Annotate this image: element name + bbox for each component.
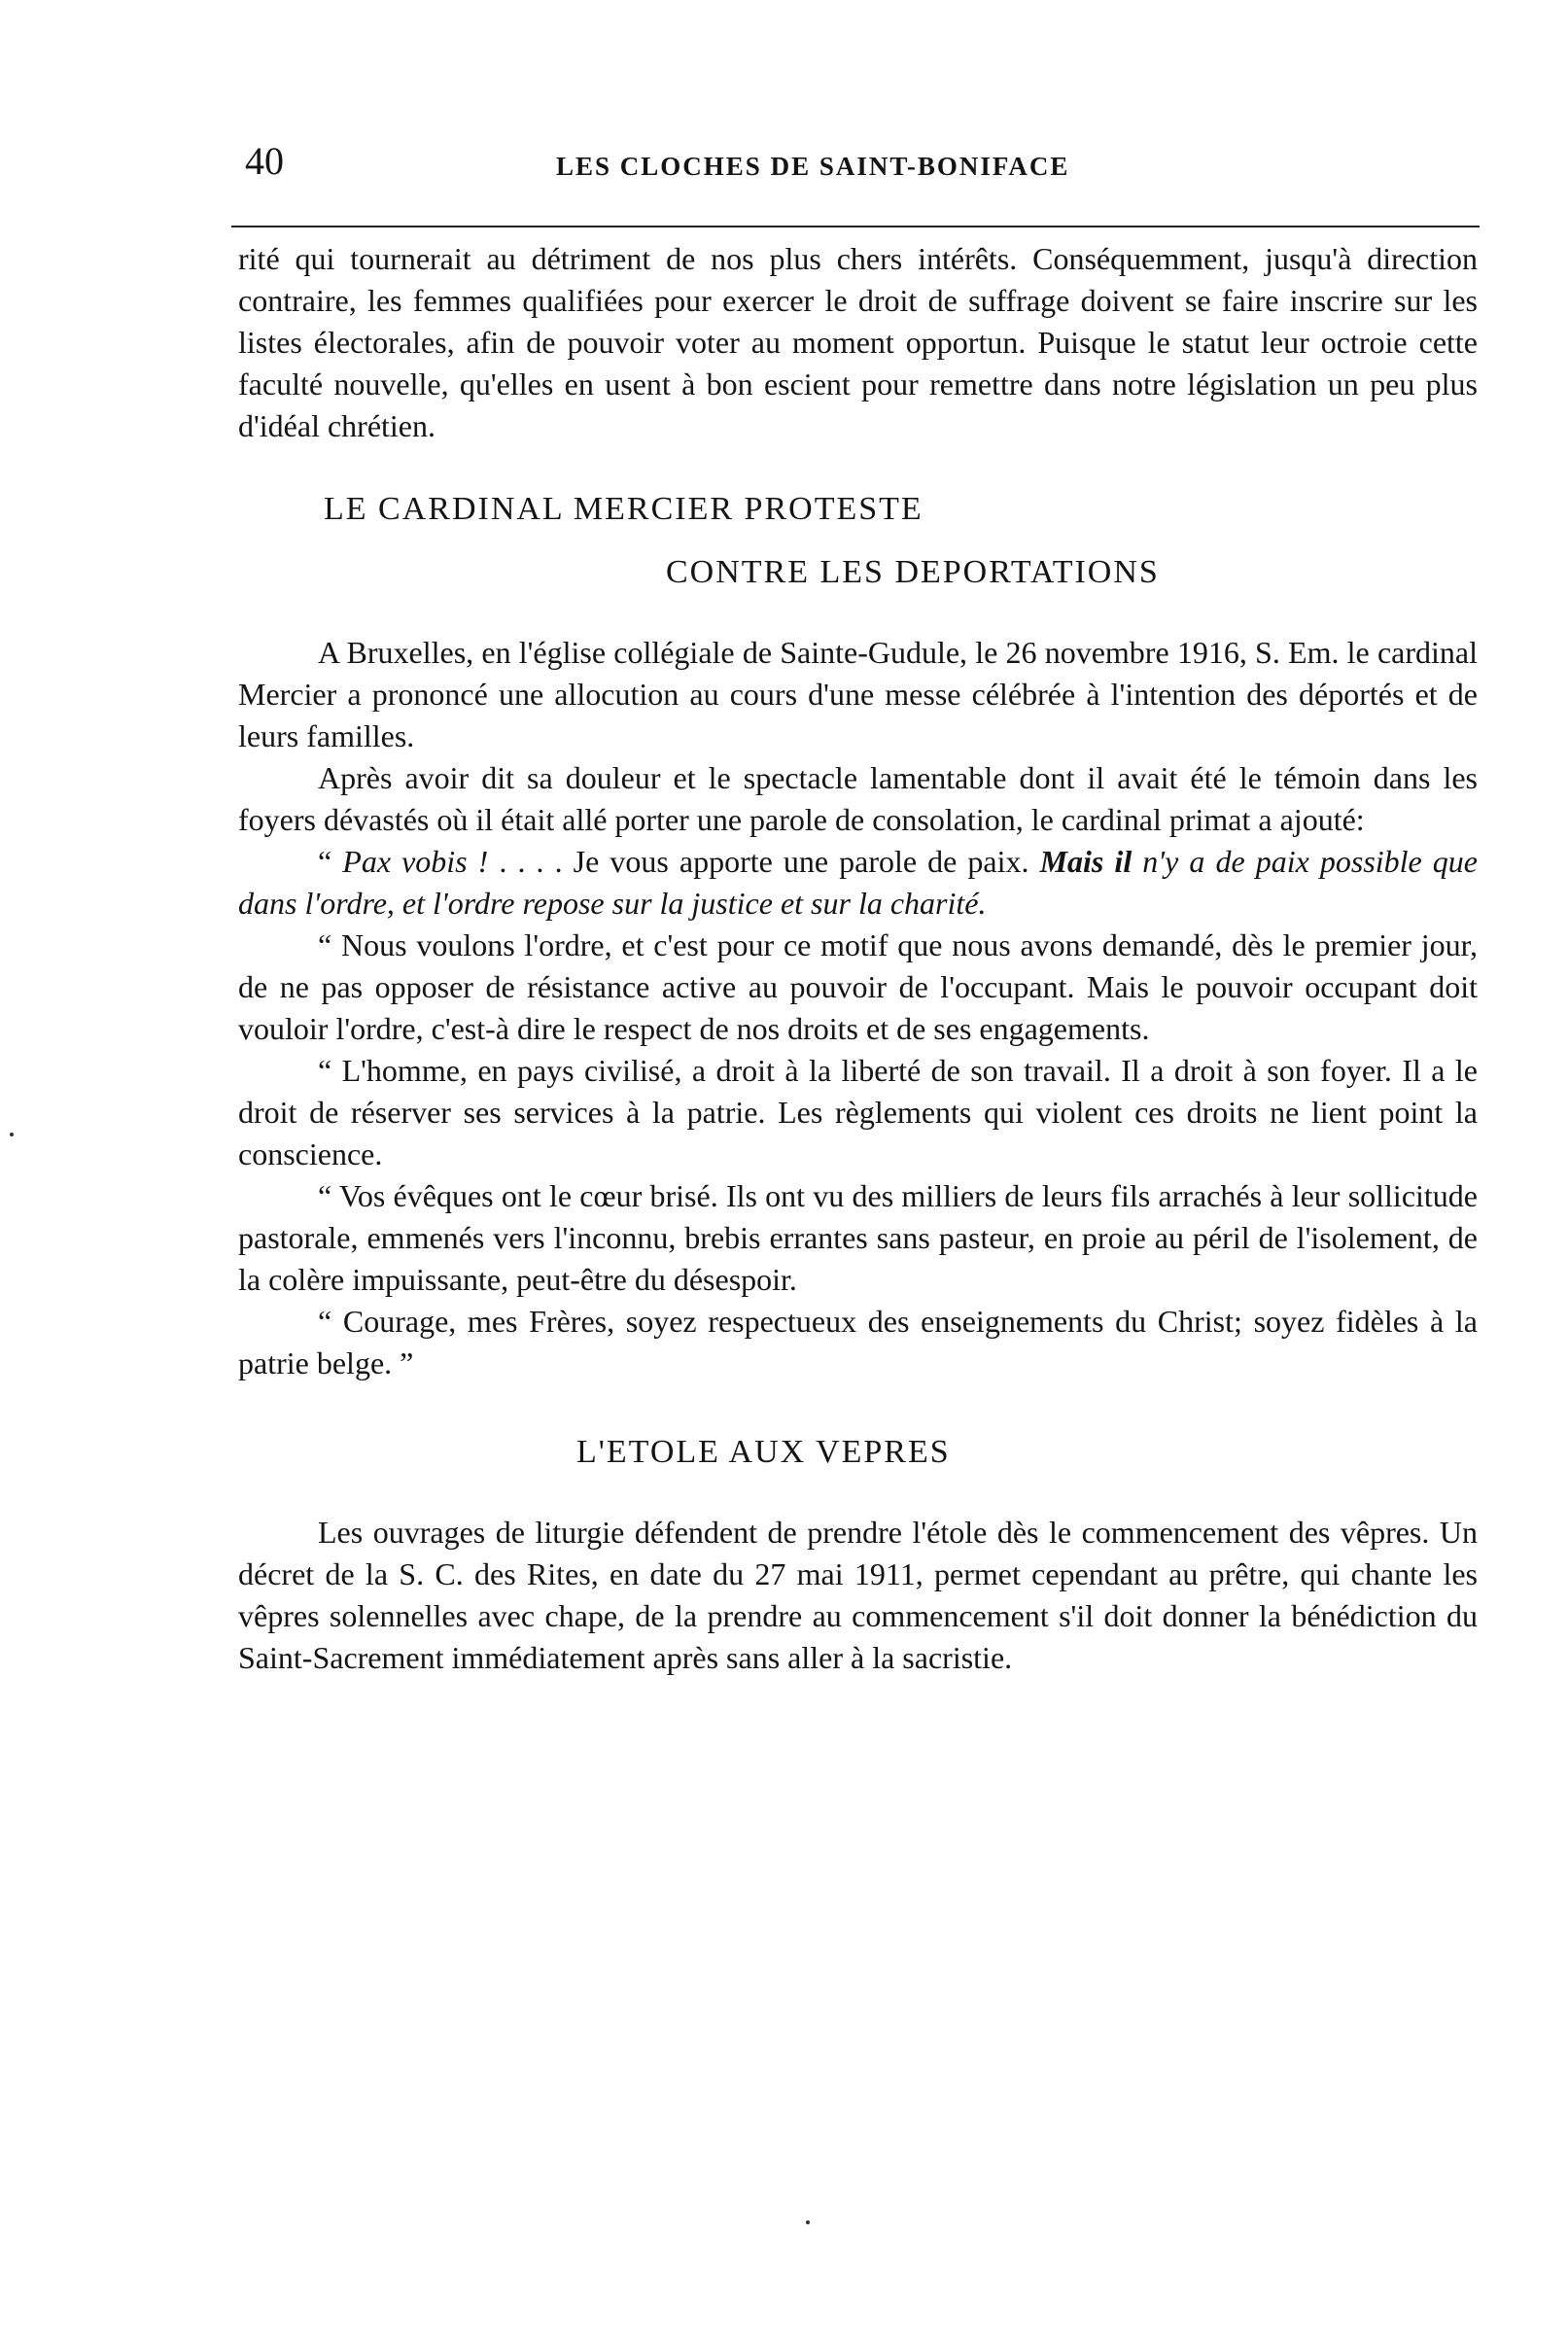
running-head: LES CLOCHES DE SAINT-BONIFACE <box>556 152 1070 181</box>
quote-paragraph-3: “ L'homme, en pays civilisé, a droit à la liberté de son travail. Il a droit à son foyer. Il a le droit de réserver ses services à la patrie. Les règlements qui violent ces droits ne lient point la conscience. <box>238 1053 1478 1171</box>
section-2-paragraph-1: Les ouvrages de liturgie défendent de prendre l'étole dès le commencement des vêpres. Un décret de la S. C. des Rites, en date du 27 mai 1911, permet cependant au prêtre, qui chante les vêpres solennelles avec chape, de la prendre au commencement s'il doit donner la bénédiction du Saint-Sacrement immédiatement après sans aller à la sacristie. <box>238 1515 1478 1675</box>
quote-1-italic-rest: n'y a de paix possible que dans l'ordre, et l'ordre repose sur la justice et sur la charité. <box>238 844 1479 921</box>
quote-1-latin: Pax vobis ! <box>342 844 489 879</box>
page-body <box>238 238 1478 1679</box>
section-1-paragraph-2: Après avoir dit sa douleur et le spectacle lamentable dont il avait été le témoin dans les foyers dévastés où il était allé porter une parole de consolation, le cardinal primat a ajouté: <box>238 760 1478 837</box>
quote-paragraph-5: “ Courage, mes Frères, soyez respectueux des enseignements du Christ; soyez fidèles à la patrie belge. ” <box>238 1304 1478 1380</box>
page-header <box>245 138 1480 196</box>
quote-1-open-mark: “ <box>318 844 343 879</box>
page-number: 40 <box>245 139 284 183</box>
intro-paragraph: rité qui tournerait au détriment de nos plus chers intérêts. Conséquemment, jusqu'à direction contraire, les femmes qualifiées pour exercer le droit de suffrage doivent se faire inscrire sur les listes électorales, afin de pouvoir voter au moment opportun. Puisque le statut leur octroie cette faculté nouvelle, qu'elles en usent à bon escient pour remettre dans notre législation un peu plus d'idéal chrétien. <box>238 241 1478 443</box>
quote-1-middle: . . . . Je vous apporte une parole de paix. <box>488 844 1040 879</box>
scan-speck <box>10 1133 14 1136</box>
quote-paragraph-4: “ Vos évêques ont le cœur brisé. Ils ont vu des milliers de leurs fils arrachés à leur sollicitude pastorale, emmenés vers l'inconnu, brebis errantes sans pasteur, en proie au péril de l'isolement, de la colère impuissante, peut-être du désespoir. <box>238 1178 1478 1297</box>
section-2-title: L'ETOLE AUX VEPRES <box>576 1434 951 1470</box>
section-1-title-line-2: CONTRE LES DEPORTATIONS <box>666 554 1160 590</box>
section-1-title-line-1: LE CARDINAL MERCIER PROTESTE <box>324 491 923 527</box>
quote-paragraph-2: “ Nous voulons l'ordre, et c'est pour ce motif que nous avons demandé, dès le premier jour, de ne pas opposer de résistance active au pouvoir de l'occupant. Mais le pouvoir occupant doit vouloir l'ordre, c'est-à dire le respect de nos droits et de ses engagements. <box>238 927 1478 1046</box>
quote-paragraph-1 <box>238 841 1478 925</box>
section-1-paragraph-1: A Bruxelles, en l'église collégiale de Sainte-Gudule, le 26 novembre 1916, S. Em. le cardinal Mercier a prononcé une allocution au cours d'une messe célébrée à l'intention des déportés et de leurs familles. <box>238 635 1478 753</box>
quote-1-emphasis: Mais il <box>1039 844 1132 879</box>
header-rule <box>231 226 1480 227</box>
scan-speck <box>806 2220 810 2224</box>
